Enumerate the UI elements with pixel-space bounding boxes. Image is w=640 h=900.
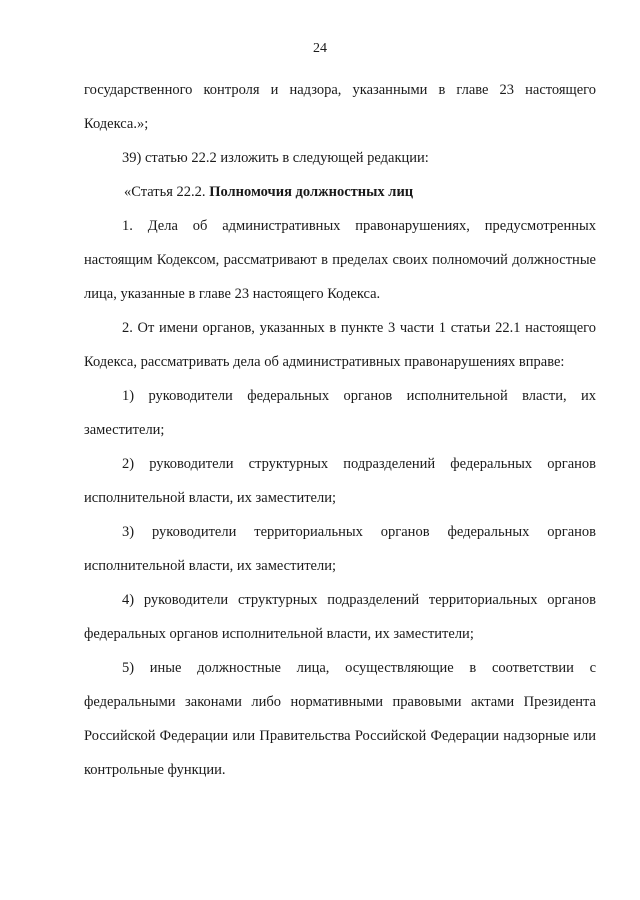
list-item-2: 2) руководители структурных подразделений федеральных органов исполнительной власти, их заместители; — [84, 456, 596, 506]
list-item-1: 1) руководители федеральных органов исполнительной власти, их заместители; — [84, 388, 596, 438]
article-heading-title: Полномочия должностных лиц — [209, 184, 414, 200]
list-item-5: 5) иные должностные лица, осуществляющие в соответствии с федеральными законами либо нормативными правовыми актами Президента Российской Федерации или Правительства Российской Федерации надзорные или контрольные функции. — [84, 660, 596, 778]
paragraph-amendment-39: 39) статью 22.2 изложить в следующей редакции: — [122, 150, 429, 166]
list-item-4: 4) руководители структурных подразделений территориальных органов федеральных органов исполнительной власти, их заместители; — [84, 592, 596, 642]
paragraph-continuation: государственного контроля и надзора, указанными в главе 23 настоящего Кодекса.»; — [84, 82, 596, 132]
article-heading — [84, 175, 596, 209]
paragraph-clause-1: 1. Дела об административных правонарушениях, предусмотренных настоящим Кодексом, рассматривают в пределах своих полномочий должностные лица, указанные в главе 23 настоящего Кодекса. — [84, 218, 596, 302]
document-body — [84, 73, 596, 787]
article-heading-prefix: «Статья 22.2. — [124, 184, 210, 200]
list-item-3: 3) руководители территориальных органов федеральных органов исполнительной власти, их заместители; — [84, 524, 596, 574]
page-number: 24 — [313, 41, 327, 56]
paragraph-clause-2: 2. От имени органов, указанных в пункте 3 части 1 статьи 22.1 настоящего Кодекса, рассматривать дела об административных правонарушениях вправе: — [84, 320, 596, 370]
